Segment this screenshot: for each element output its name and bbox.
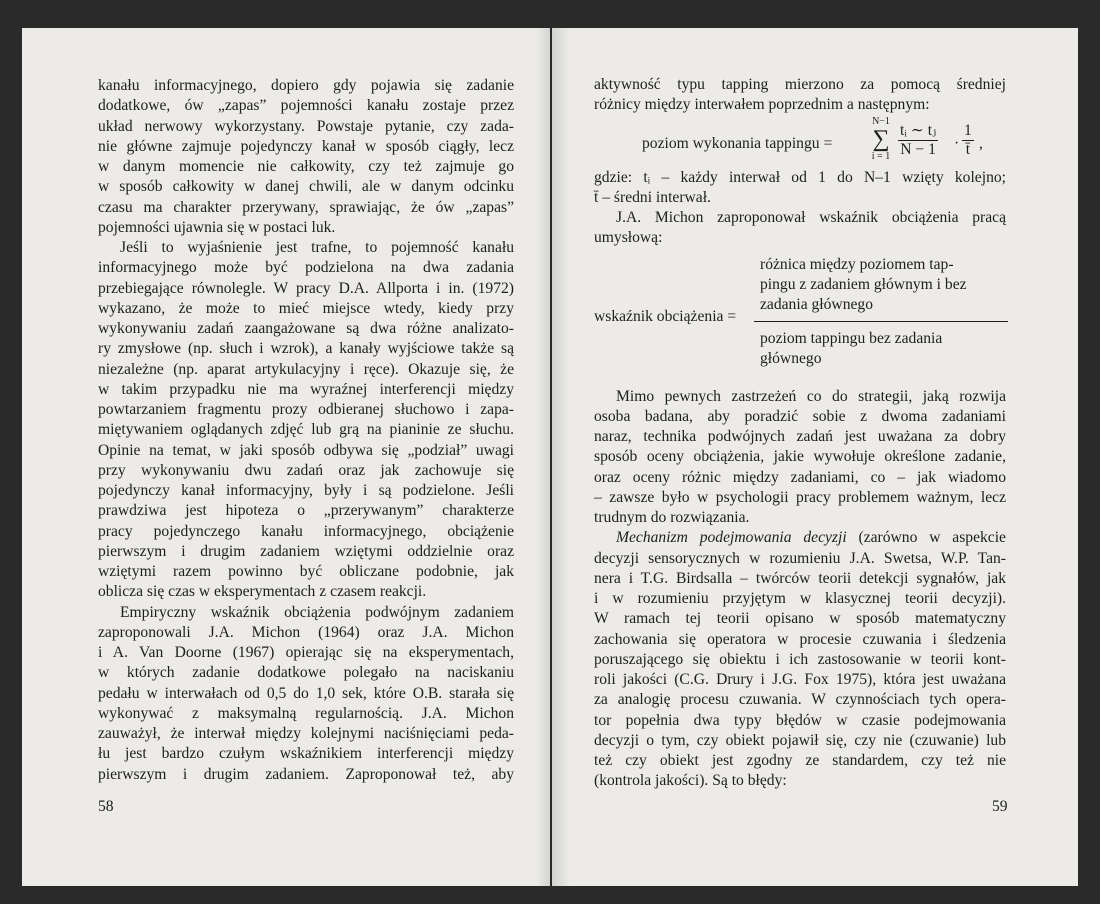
- text-line: miętywaniem oglądanych zdjęć lub grą na pianinie ze słuchu.: [98, 421, 514, 439]
- sum-symbol: [866, 116, 896, 162]
- text-line: w sposób całkowity w danej chwili, ale w danym odcinku: [98, 178, 514, 196]
- text-line: i w rozumieniu przyjętym w klasycznej teorii decyzji).: [594, 590, 1006, 607]
- text-line: przy wykonywaniu dwu zadań oraz jak zachowuje się: [98, 461, 514, 479]
- text-line: – zawsze było w psychologii pracy problemem ważnym, lecz: [594, 488, 1006, 506]
- text-line: roli jakości (C.G. Drury i J.G. Fox 1975), która jest uważana: [594, 671, 1006, 688]
- load-index-numerator: [756, 255, 1006, 315]
- text-line: pojemności ujawnia się w postaci luk.: [98, 218, 336, 236]
- text-line: zachowania się operatora w procesie czuwania i śledzenia: [594, 630, 1006, 648]
- italic-term: Mechanizm podejmowania decyzji: [616, 529, 847, 547]
- multiply-dot: ·: [954, 134, 960, 152]
- text-line: Opinie na temat, w jaki sposób odbywa się „podział” uwagi: [98, 441, 514, 459]
- text-line: (kontrola jakości). Są to błędy:: [594, 772, 787, 790]
- text-line: gdzie: tᵢ – każdy interwał od 1 do N–1 wzięty kolejno;: [594, 168, 1006, 186]
- sigma-glyph: ∑: [872, 125, 890, 152]
- text-line: powtarzaniem fragmentu prozy odbieranej słuchowo i zapa-: [98, 401, 514, 418]
- text-line: J.A. Michon zaproponował wskaźnik obciążenia pracą: [616, 209, 1006, 226]
- fraction-numerator: tᵢ ∼ tⱼ: [900, 121, 937, 139]
- text-line: wykonywać z maksymalną regularnością. J.A. Michon: [98, 704, 514, 722]
- text-line: decyzji o tym, czy obiekt pojawił się, czy nie (czuwanie) lub: [594, 731, 1006, 749]
- text-segment: (zarówno w aspekcie: [846, 529, 1006, 547]
- text-line: niezależne (np. aparat artykulacyjny i ręce). Okazuje się, że: [98, 360, 514, 378]
- text-line: czasu ma charakter przerywany, sprawiając, że ów „zapas”: [98, 198, 514, 216]
- body-paragraph: [594, 387, 1006, 529]
- page-number-left: 58: [98, 798, 114, 815]
- formula-line: poziom tappingu bez zadania: [760, 329, 943, 347]
- text-line: zauważył, że interwał między kolejnymi naciśnięciami peda-: [98, 725, 514, 742]
- fraction-mean: [962, 122, 974, 159]
- formula-line: zadania głównego: [760, 295, 874, 313]
- formula-line: głównego: [760, 349, 822, 367]
- text-line: i A. Van Doorne (1967) opierając się na eksperymentach,: [98, 644, 514, 661]
- michon-paragraph: [594, 208, 1006, 249]
- text-line: Jeśli to wyjaśnienie jest trafne, to pojemność kanału: [120, 239, 514, 256]
- text-line: też czy obiekt jest zgodny ze standardem, czy też nie: [594, 752, 1006, 769]
- load-index-formula: [594, 255, 1006, 385]
- text-line: dodatkowe, ów „zapas” pojemności kanału zostaje przez: [98, 97, 514, 115]
- text-line: oraz oceny różnic między zadaniami, co – jak wiadomo: [594, 468, 1006, 486]
- intro-paragraph: [594, 75, 1006, 116]
- text-line: pedału w interwałach od 0,5 do 1,0 sek, które O.B. starała się: [98, 684, 514, 702]
- text-line: sposób oceny obciążenia, jakie wywołuje określone zadanie,: [594, 448, 1006, 466]
- right-page: [552, 28, 1078, 886]
- load-index-denominator: [756, 329, 1006, 369]
- text-line: naraz, technika podwójnych zadań jest uważana za dobry: [594, 428, 1006, 445]
- text-line: trudnym do rozwiązania.: [594, 509, 750, 526]
- text-line: umysłową:: [594, 229, 663, 247]
- fraction-main: [898, 122, 938, 159]
- text-line: układ nerwowy wykorzystany. Powstaje pytanie, czy zada-: [98, 117, 514, 135]
- text-line: kanału informacyjnego, dopiero gdy pojawia się zadanie: [98, 77, 514, 94]
- text-line: t̄ – średni interwał.: [594, 188, 711, 206]
- mean-numerator: 1: [964, 121, 972, 139]
- sum-upper-limit: N−1: [872, 115, 890, 127]
- right-page-text: [594, 75, 1006, 792]
- fraction-denominator: N − 1: [900, 140, 936, 158]
- text-line: nie główne zajmuje pojedynczy kanał w sposób ciągły, lecz: [98, 137, 514, 155]
- text-line: w danym momencie nie całkowity, czy też zajmuje go: [98, 158, 514, 175]
- definitions-paragraph: [594, 168, 1006, 209]
- text-line: W ramach tej teorii opisano w sposób matematyczny: [594, 610, 1006, 628]
- text-line: pracy pojedynczego kanału informacyjnego, obciążenie: [98, 522, 514, 540]
- text-line: Empiryczny wskaźnik obciążenia podwójnym zadaniem: [120, 603, 514, 621]
- mean-denominator: t̄: [965, 140, 971, 158]
- text-line: Mimo pewnych zastrzeżeń co do strategii, jaką rozwija: [616, 387, 1006, 405]
- left-page: [22, 28, 550, 886]
- text-line: decyzji sensorycznych w rozumieniu J.A. Swetsa, W.P. Tan-: [594, 549, 1006, 567]
- text-line: informacyjnego może być podzielona na dwa zadania: [98, 259, 514, 277]
- formula-line: pingu z zadaniem głównym i bez: [760, 275, 967, 293]
- text-line: zaproponowali J.A. Michon (1964) oraz J.A. Michon: [98, 623, 514, 641]
- tapping-formula: [594, 116, 1006, 168]
- decision-mechanism-paragraph: [594, 528, 1006, 791]
- text-line: wykonywaniu zadań zaangażowane są dwa różne analizato-: [98, 320, 514, 337]
- text-line: poruszającego się obiektu i ich zastosowanie w teorii kont-: [594, 650, 1006, 668]
- formula-label: poziom wykonania tappingu =: [642, 134, 833, 152]
- text-line: w których zadanie dodatkowe polegało na naciskaniu: [98, 664, 514, 682]
- text-line: prawdziwa jest hipoteza o „przerywanym” charakterze: [98, 502, 514, 520]
- text-line: tor popełnia dwa typy błędów w czasie podejmowania: [594, 711, 1006, 729]
- text-line: [594, 528, 1006, 548]
- text-line: pojedynczy kanał informacyjny, były i są podzielone. Jeśli: [98, 482, 514, 499]
- formula-line: różnica między poziomem tap-: [760, 255, 954, 273]
- text-line: nera i T.G. Birdsalla – twórców teorii detekcji sygnałów, jak: [594, 569, 1006, 587]
- text-line: łu jest bardzo czułym wskaźnikiem interferencji między: [98, 745, 514, 763]
- left-page-text: [98, 76, 514, 785]
- fraction-bar: [754, 321, 1008, 322]
- text-line: oblicza się czas w eksperymentach z czasem reakcji.: [98, 583, 427, 601]
- page-number-right: 59: [992, 798, 1008, 815]
- text-line: osoba badana, aby poradzić sobie z dwoma zadaniami: [594, 407, 1006, 425]
- load-index-label: wskaźnik obciążenia =: [594, 307, 737, 325]
- text-line: wziętymi razem powinno być obliczane podobnie, jak: [98, 563, 514, 580]
- text-line: przebiegające równolegle. W pracy D.A. Allporta i in. (1972): [98, 279, 514, 297]
- text-line: ry zmysłowe (np. słuch i wzrok), a kanały wyjściowe także są: [98, 340, 514, 358]
- text-line: w takim przypadku nie ma wyraźnej interferencji między: [98, 380, 514, 398]
- text-line: wykazano, że może to mieć miejsce wtedy, kiedy przy: [98, 299, 514, 317]
- text-line: aktywność typu tapping mierzono za pomocą średniej: [594, 76, 1006, 93]
- text-line: różnicy między interwałem poprzednim a następnym:: [594, 96, 930, 114]
- formula-comma: ,: [979, 134, 983, 152]
- text-line: pierwszym i drugim zadaniem. Zaproponował też, aby: [98, 765, 514, 783]
- text-line: za analogię procesu czuwania. W czynnościach tych opera-: [594, 691, 1006, 709]
- text-line: pierwszym i drugim zadaniem wziętymi oddzielnie oraz: [98, 542, 514, 560]
- sum-lower-limit: i = 1: [871, 150, 891, 162]
